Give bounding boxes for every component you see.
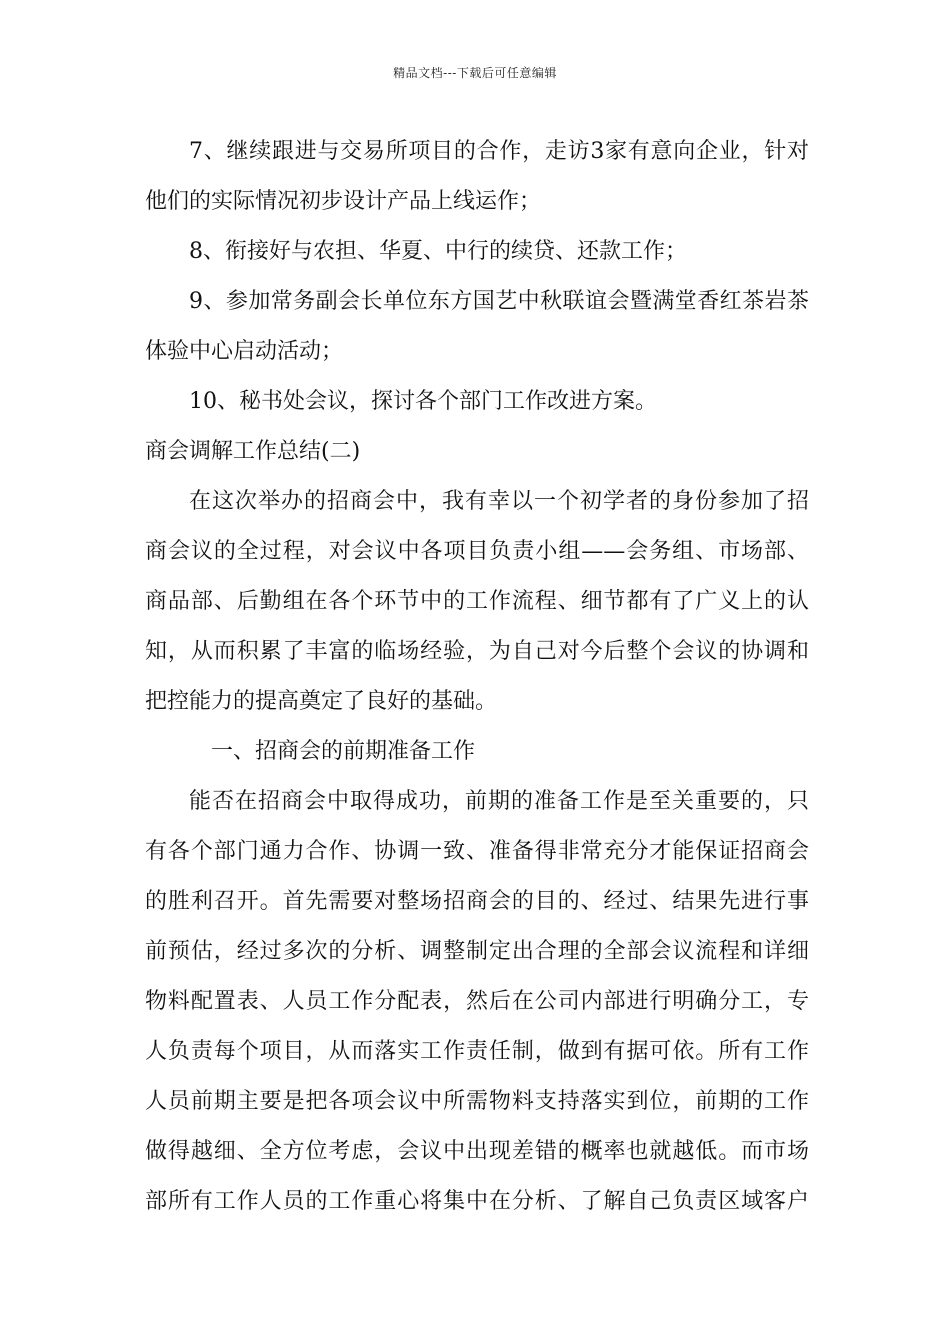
text-line: 人员前期主要是把各项会议中所需物料支持落实到位，前期的工作 — [145, 1089, 809, 1114]
page-header: 精品文档---下载后可任意编辑 — [393, 66, 557, 80]
text-line: 部所有工作人员的工作重心将集中在分析、了解自己负责区域客户 — [145, 1189, 809, 1214]
document-body — [145, 127, 809, 1227]
text-line: 7、继续跟进与交易所项目的合作，走访3家有意向企业，针对 — [189, 139, 809, 164]
text-line: 商品部、后勤组在各个环节中的工作流程、细节都有了广义上的认 — [145, 589, 809, 614]
text-line: 前预估，经过多次的分析、调整制定出合理的全部会议流程和详细 — [145, 939, 809, 964]
text-line: 体验中心启动活动； — [145, 339, 344, 364]
text-line: 知，从而积累了丰富的临场经验，为自己对今后整个会议的协调和 — [145, 639, 809, 664]
subsection-title: 一、招商会的前期准备工作 — [211, 739, 476, 764]
text-line: 10、秘书处会议，探讨各个部门工作改进方案。 — [189, 389, 657, 414]
text-line: 物料配置表、人员工作分配表，然后在公司内部进行明确分工，专 — [145, 989, 809, 1014]
text-line: 有各个部门通力合作、协调一致、准备得非常充分才能保证招商会 — [145, 839, 809, 864]
text-line: 把控能力的提高奠定了良好的基础。 — [145, 689, 498, 714]
text-line: 能否在招商会中取得成功，前期的准备工作是至关重要的，只 — [189, 789, 809, 814]
text-line: 8、衔接好与农担、华夏、中行的续贷、还款工作； — [189, 239, 687, 264]
text-line: 做得越细、全方位考虑，会议中出现差错的概率也就越低。而市场 — [145, 1139, 809, 1164]
text-line: 9、参加常务副会长单位东方国艺中秋联谊会暨满堂香红茶岩茶 — [189, 289, 809, 314]
section-title: 商会调解工作总结(二) — [145, 439, 361, 464]
text-line: 人负责每个项目，从而落实工作责任制，做到有据可依。所有工作 — [145, 1039, 809, 1064]
text-line: 的胜利召开。首先需要对整场招商会的目的、经过、结果先进行事 — [145, 889, 809, 914]
text-line: 他们的实际情况初步设计产品上线运作； — [145, 189, 542, 214]
text-line: 在这次举办的招商会中，我有幸以一个初学者的身份参加了招 — [189, 489, 809, 514]
text-line: 商会议的全过程，对会议中各项目负责小组——会务组、市场部、 — [145, 539, 809, 564]
